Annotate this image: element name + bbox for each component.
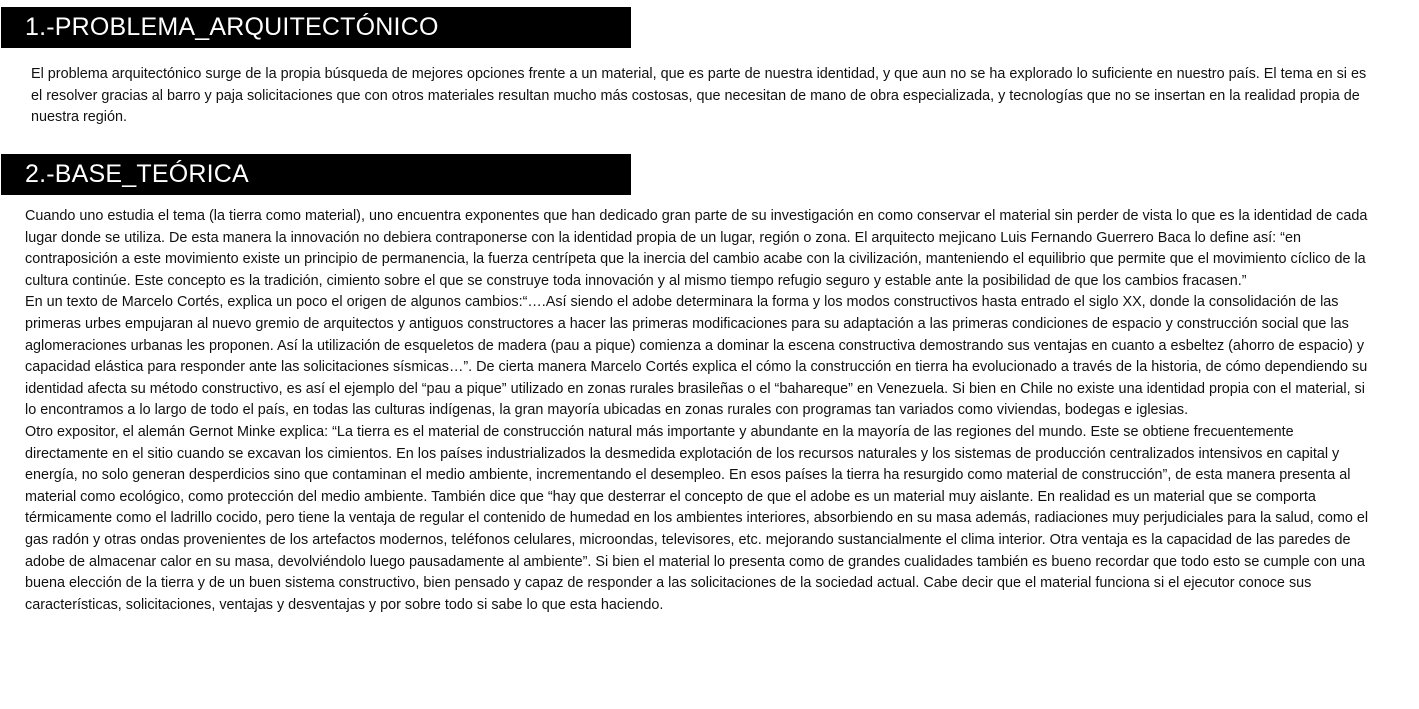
problema-paragraph: El problema arquitectónico surge de la propia búsqueda de mejores opciones frente a un material, que es parte de nuestra identidad, y que aun no se ha explorado lo suficiente en nuestro país. El tema en si es el resolver gracias al barro y paja solicitaciones que con otros materiales resultan mucho más costosas, que necesitan de mano de obra especializada, y tecnologías que no se insertan en la realidad propia de nuestra región. xyxy=(31,66,1367,126)
base-teorica-body xyxy=(25,206,1375,616)
section-title-problema-arquitectonico: 1.-PROBLEMA_ARQUITECTÓNICO xyxy=(1,7,631,48)
base-teorica-paragraph-cortes: En un texto de Marcelo Cortés, explica un poco el origen de algunos cambios:“….Así siendo el adobe determinara la forma y los modos constructivos hasta entrado el siglo XX, donde la consolidación de las primeras urbes empujaran al nuevo gremio de arquitectos y antiguos constructores a hacer las primeras modificaciones para su adaptación a las primeras condiciones de espacio y construcción social que las aglomeraciones urbanas les proponen. Así la utilización de esqueletos de madera (pau a pique) comienza a dominar la escena constructiva demostrando sus ventajas en cuanto a esbeltez (ahorro de espacio) y capacidad elástica para responder ante las solicitaciones sísmicas…”. De cierta manera Marcelo Cortés explica el cómo la construcción en tierra ha evolucionado a través de la historia, de cómo dependiendo su identidad afecta su método constructivo, es así el ejemplo del “pau a pique” utilizado en zonas rurales brasileñas o el “bahareque” en Venezuela. Si bien en Chile no existe una identidad propia con el material, si lo encontramos a lo largo de todo el país, en todas las culturas indígenas, la gran mayoría ubicadas en zonas rurales con programas tan variados como viviendas, bodegas e iglesias. xyxy=(25,294,1368,419)
base-teorica-paragraph-minke: Otro expositor, el alemán Gernot Minke explica: “La tierra es el material de construcción natural más importante y abundante en la mayoría de las regiones del mundo. Este se obtiene frecuentemente directamente en el sitio cuando se excavan los cimientos. En los países industrializados la desmedida explotación de los recursos naturales y los sistemas de producción centralizados intensivos en capital y energía, no solo generan desperdicios sino que contaminan el medio ambiente, incrementando el desempleo. En esos países la tierra ha resurgido como material de construcción”, de esta manera presenta al material como ecológico, como protección del medio ambiente. También dice que “hay que desterrar el concepto de que el adobe es un material muy aislante. En realidad es un material que se comporta térmicamente como el ladrillo cocido, pero tiene la ventaja de regular el contenido de humedad en los ambientes interiores, absorbiendo en su masa además, radiaciones muy perjudiciales para la salud, como el gas radón y otras ondas provenientes de los artefactos modernos, teléfonos celulares, microondas, televisores, etc. mejorando sustancialmente el clima interior. Otra ventaja es la capacidad de las paredes de adobe de almacenar calor en su masa, devolviéndolo luego pausadamente al ambiente”. Si bien el material lo presenta como de grandes cualidades también es bueno recordar que todo esto se cumple con una buena elección de la tierra y de un buen sistema constructivo, bien pensado y capaz de responder a las solicitaciones de la sociedad actual. Cabe decir que el material funciona si el ejecutor conoce sus características, solicitaciones, ventajas y desventajas y por sobre todo si sabe lo que esta haciendo. xyxy=(25,423,1369,613)
base-teorica-paragraph-guerrero: Cuando uno estudia el tema (la tierra como material), uno encuentra exponentes que han dedicado gran parte de su investigación en como conservar el material sin perder de vista lo que es la identidad de cada lugar donde se utiliza. De esta manera la innovación no debiera contraponerse con la identidad propia de un lugar, región o zona. El arquitecto mejicano Luis Fernando Guerrero Baca lo define así: “en contraposición a este movimiento existe un principio de permanencia, la fuerza centrípeta que la inercia del cambio acabe con la civilización, manteniendo el equilibrio que permite que el movimiento cíclico de la cultura continúe. Este concepto es la tradición, cimiento sobre el que se construye toda innovación y al mismo tiempo refugio seguro y estable ante la posibilidad de que los cambios fracasen.” xyxy=(25,208,1368,289)
section-title-base-teorica: 2.-BASE_TEÓRICA xyxy=(1,154,631,195)
